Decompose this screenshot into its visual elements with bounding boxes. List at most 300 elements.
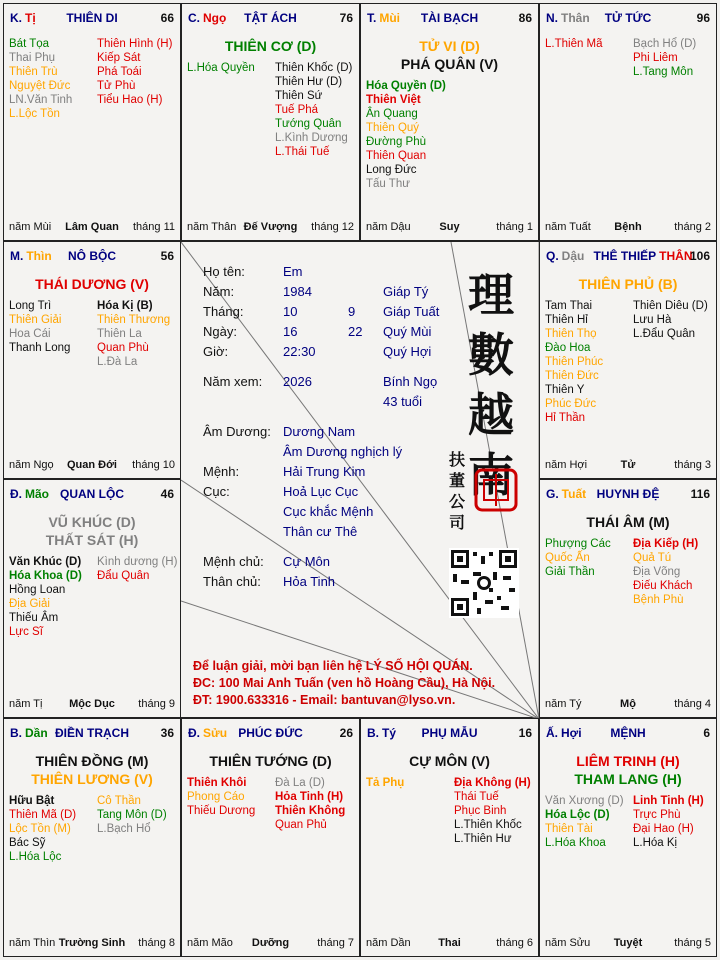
star-column-right [275, 776, 345, 832]
palace-name [188, 726, 353, 740]
life-phase: Bệnh [614, 221, 642, 233]
main-star: THIÊN CƠ (D) [224, 38, 317, 54]
palace-stem: M. [10, 249, 24, 263]
palace-footer [187, 221, 354, 235]
minor-star: Địa Kiếp (H) [633, 538, 699, 550]
palace-dan[interactable] [3, 718, 181, 957]
palace-header [10, 11, 174, 27]
palace-branch: Mùi [379, 11, 401, 25]
seal-char: 董 [449, 471, 466, 490]
main-stars [540, 752, 716, 788]
main-star: THẤT SÁT (H) [45, 532, 139, 548]
palace-header [546, 11, 710, 27]
palace-name-text: THIÊN DI [66, 11, 118, 25]
main-star: TỬ VI (D) [419, 38, 480, 54]
detail-value: Hỏa Tinh [283, 574, 336, 589]
minor-star: Ân Quang [366, 108, 418, 120]
minor-star: Phượng Các [545, 538, 611, 550]
main-stars [361, 752, 538, 770]
detail-value: Thân cư Thê [283, 524, 358, 539]
palace-header [546, 487, 710, 503]
minor-star: Hóa Kị (B) [97, 300, 153, 312]
minor-star: Thiên Hư (D) [275, 76, 343, 88]
minor-star: Thiên Tài [545, 823, 593, 835]
minor-star: Lộc Tồn (M) [9, 823, 71, 835]
detail-value: Dương Nam [283, 424, 356, 439]
palace-footer [187, 937, 354, 951]
palace-branch: Mão [25, 487, 49, 501]
calligraphy-char: 越 [468, 388, 514, 442]
year-label: năm Dần [366, 937, 411, 949]
info-label: Giờ: [203, 344, 229, 359]
minor-star: Thiên Đức [545, 370, 599, 382]
minor-star: L.Hóa Khoa [545, 837, 606, 849]
main-stars [540, 513, 716, 531]
minor-star: Phúc Đức [545, 398, 597, 410]
minor-star: Hoa Cái [9, 328, 51, 340]
star-column-right [97, 37, 172, 107]
palace-branch: Thìn [26, 249, 52, 263]
minor-star: Thai Phụ [9, 52, 56, 64]
year-label: năm Tuất [545, 221, 591, 233]
month-label: tháng 7 [317, 937, 354, 949]
minor-star: Tấu Thư [366, 178, 410, 190]
minor-star: Hữu Bật [9, 795, 55, 807]
minor-star: Thiên Diêu (D) [633, 300, 708, 312]
minor-star: Thiên La [97, 328, 142, 340]
year-label: năm Tị [9, 698, 43, 710]
minor-star: Lưu Hà [633, 314, 672, 326]
palace-branch: Ngọ [203, 11, 227, 25]
year-label: năm Mão [187, 937, 233, 949]
palace-age: 116 [690, 487, 710, 501]
minor-star: Tướng Quân [275, 118, 342, 130]
info-canchi: Giáp Tuất [383, 304, 440, 319]
palace-name-text: QUAN LỘC [60, 487, 124, 501]
palace-header [10, 487, 174, 503]
palace-stem: Đ. [188, 726, 200, 740]
info-label: Năm: [203, 284, 235, 299]
minor-star: L.Tang Môn [633, 66, 694, 78]
palace-header [546, 726, 710, 742]
palace-suu[interactable] [181, 718, 360, 957]
life-phase: Dưỡng [251, 937, 290, 949]
palace-footer [9, 221, 175, 235]
minor-star: Thiếu Âm [9, 612, 59, 624]
main-star: THÁI DƯƠNG (V) [35, 276, 149, 292]
info-value: 2026 [283, 374, 312, 389]
palace-age: 46 [160, 487, 174, 501]
minor-star: Đẩu Quân [97, 570, 150, 582]
minor-star: Thiếu Dương [187, 805, 256, 817]
star-column-left [9, 37, 72, 121]
palace-footer [9, 459, 175, 473]
main-star: LIÊM TRINH (H) [576, 753, 680, 769]
year-label: năm Thìn [9, 937, 56, 949]
minor-star: Linh Tinh (H) [633, 795, 704, 807]
palace-age: 36 [160, 726, 174, 740]
minor-star: Tuế Phá [275, 104, 319, 116]
palace-thin[interactable] [3, 241, 181, 479]
main-star: THIÊN PHỦ (B) [578, 276, 678, 292]
minor-star: L.Thiên Khốc [454, 819, 522, 831]
minor-star: Thiên Không [275, 805, 346, 817]
qr-code [449, 548, 519, 618]
life-phase: Đế Vượng [243, 221, 298, 233]
minor-star: Địa Giải [9, 598, 50, 610]
detail-label: Thân chủ: [203, 574, 261, 589]
minor-star: Tả Phụ [366, 777, 405, 789]
main-star: VŨ KHÚC (D) [48, 514, 136, 530]
life-phase: Quan Đới [67, 459, 117, 471]
red-seal [474, 468, 518, 512]
palace-hoi[interactable] [539, 718, 717, 957]
palace-name-text: PHÚC ĐỨC [238, 726, 303, 740]
palace-age: 6 [703, 726, 710, 740]
minor-star: Long Trì [9, 300, 52, 312]
palace-age: 96 [696, 11, 710, 25]
minor-star: L.Đà La [97, 356, 138, 368]
palace-age: 76 [339, 11, 353, 25]
palace-stem: Đ. [10, 487, 22, 501]
star-column-left [187, 61, 255, 75]
info-label: Họ tên: [203, 264, 245, 279]
star-column-right [633, 37, 696, 79]
main-stars [182, 37, 359, 55]
palace-mui[interactable] [360, 3, 539, 241]
star-column-right [97, 555, 177, 583]
year-label: năm Tý [545, 698, 582, 710]
year-label: năm Ngọ [9, 459, 54, 471]
palace-footer [545, 698, 711, 712]
minor-star: Cô Thần [97, 795, 141, 807]
palace-stem: T. [367, 11, 377, 25]
month-label: tháng 1 [496, 221, 533, 233]
star-column-left [9, 299, 70, 355]
seal-char: 扶 [449, 450, 466, 469]
star-column-left [9, 794, 76, 864]
palace-stem: G. [546, 487, 559, 501]
minor-star: L.Thiên Hư [454, 833, 512, 845]
contact-line: ĐC: 100 Mai Anh Tuấn (ven hồ Hoàng Cầu), Hà Nội. [193, 676, 496, 690]
minor-star: L.Lộc Tồn [9, 108, 60, 120]
palace-header [10, 726, 174, 742]
year-label: năm Thân [187, 221, 237, 233]
minor-star: Thiên Mã (D) [9, 809, 77, 821]
palace-age: 26 [339, 726, 353, 740]
star-column-left [187, 776, 255, 818]
palace-footer [545, 221, 711, 235]
palace-ngo[interactable] [181, 3, 360, 241]
palace-stem: B. [367, 726, 379, 740]
main-stars [361, 37, 538, 73]
life-phase: Mộc Dục [69, 698, 115, 710]
star-column-right [275, 61, 352, 159]
life-phase: Lâm Quan [65, 221, 119, 233]
minor-star: Văn Xương (D) [545, 795, 624, 807]
minor-star: Kình dương (H) [97, 556, 178, 568]
star-column-right [633, 537, 698, 607]
main-stars [4, 275, 180, 293]
palace-than[interactable] [539, 3, 717, 241]
palace-footer [545, 937, 711, 951]
star-column-left [545, 537, 611, 579]
palace-name-text: THÊ THIẾP [593, 249, 657, 263]
palace-name-text: TÀI BẠCH [420, 11, 479, 25]
year-label: năm Mùi [9, 221, 52, 233]
minor-star: Đại Hao (H) [633, 823, 694, 835]
minor-star: Thiên Việt [366, 94, 421, 106]
life-phase: Suy [439, 221, 460, 233]
palace-name [546, 487, 710, 501]
minor-star: Kiếp Sát [97, 52, 141, 64]
palace-age: 86 [518, 11, 532, 25]
palace-branch: Dần [25, 726, 48, 740]
main-star: THIÊN TƯỚNG (D) [209, 753, 332, 769]
minor-star: Quan Phù [97, 342, 149, 354]
star-column-right [454, 776, 531, 846]
minor-star: Lực Sĩ [9, 626, 43, 638]
life-phase: Tử [620, 459, 636, 471]
minor-star: Tam Thai [545, 300, 593, 312]
detail-value: Hoả Lục Cục [283, 484, 359, 499]
palace-name [10, 726, 174, 740]
palace-age: 56 [160, 249, 174, 263]
star-column-left [545, 37, 603, 51]
minor-star: Thiên Y [545, 384, 585, 396]
palace-stem: K. [10, 11, 22, 25]
minor-star: LN.Văn Tinh [9, 94, 73, 106]
seal-char: 司 [449, 513, 466, 532]
minor-star: Hồng Loan [9, 584, 66, 596]
palace-name-text: MỆNH [610, 726, 646, 740]
palace-name [10, 249, 174, 263]
minor-star: Thiên Giải [9, 314, 62, 326]
info-canchi: Quý Mùi [383, 324, 432, 339]
palace-name-text: TẬT ÁCH [244, 11, 297, 25]
main-star: THIÊN LƯƠNG (V) [31, 771, 153, 787]
star-column-left [366, 776, 404, 790]
minor-star: Hóa Lộc (D) [545, 809, 610, 821]
star-column-right [633, 299, 708, 341]
palace-footer [9, 698, 175, 712]
minor-star: Thiên Quý [366, 122, 420, 134]
info-label: Tháng: [203, 304, 244, 319]
star-column-right [97, 794, 167, 836]
minor-star: Thiên Khôi [187, 777, 247, 789]
palace-ti[interactable] [3, 3, 181, 241]
palace-branch: Thân [561, 11, 590, 25]
month-label: tháng 4 [674, 698, 711, 710]
palace-name [188, 11, 353, 25]
palace-stem: B. [10, 726, 22, 740]
month-label: tháng 2 [674, 221, 711, 233]
info-value: Em [283, 264, 303, 279]
palace-header [367, 11, 532, 27]
main-stars [4, 513, 180, 549]
month-label: tháng 11 [132, 221, 175, 233]
minor-star: Quan Phủ [275, 819, 327, 831]
detail-value: Cục khắc Mệnh [283, 504, 374, 519]
palace-name-text: NÔ BỘC [68, 249, 116, 263]
palace-stem: C. [188, 11, 200, 25]
minor-star: Bạch Hổ (D) [633, 38, 697, 50]
palace-branch: Tị [25, 11, 36, 25]
month-label: tháng 3 [674, 459, 711, 471]
palace-branch: Dậu [561, 249, 585, 263]
info-canchi: Giáp Tý [383, 284, 429, 299]
year-label: năm Hợi [545, 459, 588, 471]
detail-value: Hải Trung Kim [283, 464, 366, 479]
palace-name [10, 487, 174, 501]
minor-star: L.Hóa Kị [633, 837, 678, 849]
minor-star: Thiên Thương [97, 314, 171, 326]
info-lunar-value: 22 [348, 324, 363, 339]
minor-star: Điếu Khách [633, 580, 693, 592]
detail-label: Âm Dương: [203, 424, 271, 439]
minor-star: L.Kình Dương [275, 132, 348, 144]
palace-age: 66 [160, 11, 174, 25]
main-star: CỰ MÔN (V) [409, 753, 490, 769]
palace-name-text: HUYNH ĐỆ [596, 487, 660, 501]
month-label: tháng 10 [132, 459, 175, 471]
than-marker: THÂN [659, 249, 693, 263]
detail-label: Cục: [203, 484, 230, 499]
palace-stem: N. [546, 11, 558, 25]
minor-star: Thiên Thọ [545, 328, 597, 340]
palace-name-text: TỬ TỨC [604, 11, 652, 25]
contact-line: ĐT: 1900.633316 - Email: bantuvan@lyso.vn. [193, 693, 456, 707]
life-phase: Trường Sinh [58, 937, 126, 949]
month-label: tháng 5 [674, 937, 711, 949]
palace-name-text: ĐIỀN TRẠCH [55, 726, 129, 740]
minor-star: Địa Không (H) [454, 777, 531, 789]
star-column-right [633, 794, 704, 850]
minor-star: Phong Cáo [187, 791, 245, 803]
month-label: tháng 8 [138, 937, 175, 949]
palace-header [367, 726, 532, 742]
contact-line: Để luận giải, mời bạn liên hệ LÝ SỐ HỘI QUÁN. [193, 659, 473, 673]
star-column-left [9, 555, 82, 639]
minor-star: Thanh Long [9, 342, 71, 354]
minor-star: Hóa Khoa (D) [9, 570, 82, 582]
calligraphy-char: 數 [468, 328, 514, 382]
year-label: năm Dậu [366, 221, 411, 233]
palace-stem: Q. [546, 249, 559, 263]
year-label: năm Sửu [545, 937, 591, 949]
month-label: tháng 9 [138, 698, 175, 710]
info-label: Năm xem: [203, 374, 263, 389]
palace-footer [366, 221, 533, 235]
minor-star: Bát Tọa [9, 38, 50, 50]
detail-label: Mệnh chủ: [203, 554, 264, 569]
minor-star: L.Hóa Lộc [9, 851, 62, 863]
palace-dau[interactable] [539, 241, 717, 479]
main-star: THAM LANG (H) [574, 771, 682, 787]
star-column-right [97, 299, 170, 369]
minor-star: Phá Toái [97, 66, 142, 78]
minor-star: Thái Tuế [454, 791, 499, 803]
month-label: tháng 12 [311, 221, 354, 233]
star-column-left [366, 79, 446, 191]
info-value: 10 [283, 304, 298, 319]
minor-star: Đường Phù [366, 136, 426, 148]
palace-age: 106 [689, 249, 710, 263]
life-phase: Thai [438, 937, 461, 949]
info-lunar-value: 9 [348, 304, 356, 319]
palace-name [367, 11, 532, 25]
palace-mao[interactable] [3, 479, 181, 718]
main-star: THÁI ÂM (M) [586, 514, 670, 530]
info-value: 22:30 [283, 344, 316, 359]
palace-branch: Tuất [561, 487, 587, 501]
minor-star: Thiên Hình (H) [97, 38, 173, 50]
palace-branch: Sửu [203, 726, 228, 740]
star-column-left [545, 299, 603, 425]
palace-header [546, 249, 710, 265]
palace-header [188, 726, 353, 742]
month-label: tháng 6 [496, 937, 533, 949]
palace-name [546, 11, 710, 25]
main-stars [4, 752, 180, 788]
palace-tuat[interactable] [539, 479, 717, 718]
minor-star: Thiên Sứ [275, 90, 323, 102]
minor-star: Tang Môn (D) [97, 809, 167, 821]
minor-star: Tử Phù [97, 80, 136, 92]
info-canchi: Quý Hợi [383, 344, 432, 359]
palace-footer [9, 937, 175, 951]
info-label: Ngày: [203, 324, 237, 339]
minor-star: Quốc Ấn [545, 552, 590, 564]
minor-star: L.Thái Tuế [275, 146, 330, 158]
minor-star: Thiên Hỉ [545, 314, 588, 326]
calligraphy-char: 南 [468, 448, 514, 502]
palace-header [188, 11, 353, 27]
life-phase: Tuyệt [613, 937, 643, 949]
minor-star: Phi Liêm [633, 52, 678, 64]
palace-branch: Hợi [561, 726, 582, 740]
minor-star: Nguyệt Đức [9, 80, 71, 92]
info-value: 16 [283, 324, 298, 339]
minor-star: Bệnh Phù [633, 594, 684, 606]
detail-value: Âm Dương nghịch lý [283, 444, 403, 459]
main-stars [540, 275, 716, 293]
minor-star: Thiên Trù [9, 66, 58, 78]
minor-star: Đào Hoa [545, 342, 591, 354]
palace-header [10, 249, 174, 265]
minor-star: L.Đẩu Quân [633, 328, 696, 340]
minor-star: Địa Võng [633, 566, 681, 578]
palace-name [367, 726, 532, 740]
main-star: PHÁ QUÂN (V) [400, 56, 499, 72]
minor-star: Long Đức [366, 164, 417, 176]
palace-ty[interactable] [360, 718, 539, 957]
minor-star: L.Thiên Mã [545, 38, 603, 50]
palace-branch: Tý [382, 726, 397, 740]
detail-value: Cự Môn [283, 554, 330, 569]
minor-star: Tiểu Hao (H) [97, 94, 163, 106]
detail-label: Mệnh: [203, 464, 240, 479]
palace-age: 16 [518, 726, 532, 740]
minor-star: Đà La (D) [275, 777, 325, 789]
minor-star: Thiên Khốc (D) [275, 62, 353, 74]
main-stars [182, 752, 359, 770]
calligraphy-char: 理 [468, 268, 514, 322]
minor-star: Hóa Quyền (D) [366, 80, 446, 92]
minor-star: L.Bạch Hổ [97, 823, 151, 835]
palace-footer [545, 459, 711, 473]
minor-star: Thiên Quan [366, 150, 427, 162]
